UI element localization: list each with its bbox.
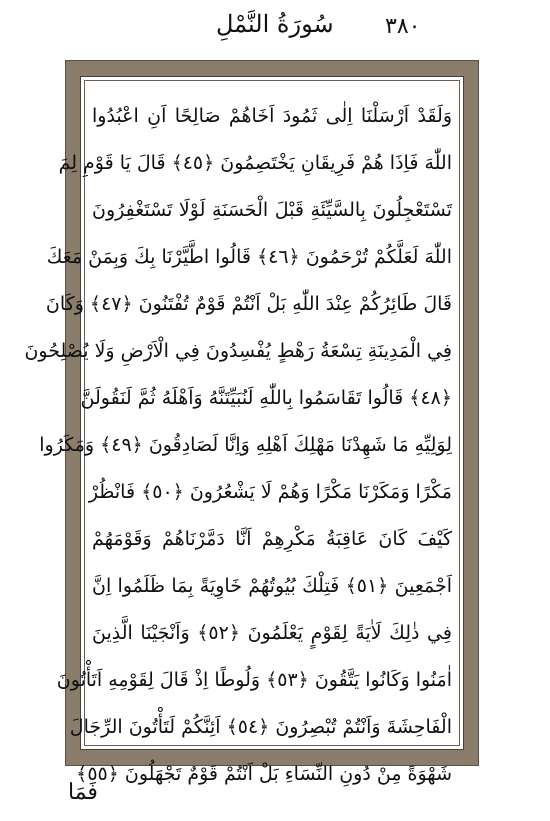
text-line-3: تَسْتَعْجِلُونَ بِالسَّيِّئَةِ قَبْلَ الْحَسَنَةِ لَوْلَا تَسْتَغْفِرُونَ bbox=[92, 199, 452, 221]
text-line-1: وَلَقَدْ اَرْسَلْنَا اِلٰى ثَمُودَ اَخَاهُمْ صَالِحًا اَنِ اعْبُدُوا bbox=[92, 105, 452, 127]
catchword: فَمَا bbox=[68, 780, 98, 805]
text-line-13: اٰمَنُوا وَكَانُوا يَتَّقُونَ ﴿٥٣﴾ وَلُوطًا اِذْ قَالَ لِقَوْمِهِ اَتَأْتُونَ bbox=[56, 669, 452, 691]
text-line-5: قَالَ طَائِرُكُمْ عِنْدَ اللّٰهِ بَلْ اَنْتُمْ قَوْمٌ تُفْتَنُونَ ﴿٤٧﴾ وَكَانَ bbox=[45, 293, 452, 315]
text-line-6: فِي الْمَدِينَةِ تِسْعَةُ رَهْطٍ يُفْسِدُونَ فِي الْاَرْضِ وَلَا يُصْلِحُونَ bbox=[24, 340, 452, 362]
text-line-12: فِي ذٰلِكَ لَاٰيَةً لِقَوْمٍ يَعْلَمُونَ ﴿٥٢﴾ وَاَنْجَيْنَا الَّذِينَ bbox=[92, 622, 452, 644]
text-line-11: اَجْمَعِينَ ﴿٥١﴾ فَتِلْكَ بُيُوتُهُمْ خَاوِيَةً بِمَا ظَلَمُوا اِنَّ bbox=[92, 575, 452, 597]
text-line-2: اللّٰهَ فَاِذَا هُمْ فَرِيقَانِ يَخْتَصِمُونَ ﴿٤٥﴾ قَالَ يَا قَوْمِ لِمَ bbox=[58, 152, 452, 174]
text-line-9: مَكْرًا وَمَكَرْنَا مَكْرًا وَهُمْ لَا يَشْعُرُونَ ﴿٥٠﴾ فَانْظُرْ bbox=[88, 481, 452, 503]
text-line-14: الْفَاحِشَةَ وَاَنْتُمْ تُبْصِرُونَ ﴿٥٤﴾ اَئِنَّكُمْ لَتَأْتُونَ الرِّجَالَ bbox=[69, 716, 452, 738]
text-line-8: لِوَلِيِّهِ مَا شَهِدْنَا مَهْلِكَ اَهْلِهِ وَاِنَّا لَصَادِقُونَ ﴿٤٩﴾ وَمَكَرُوا bbox=[39, 434, 452, 456]
page-header bbox=[0, 0, 550, 60]
page-number: ٣٨٠ bbox=[385, 14, 421, 39]
text-line-10: كَيْفَ كَانَ عَاقِبَةُ مَكْرِهِمْ اَنَّا دَمَّرْنَاهُمْ وَقَوْمَهُمْ bbox=[92, 528, 452, 550]
quran-text-block bbox=[24, 92, 452, 785]
text-line-7: ﴿٤٨﴾ قَالُوا تَقَاسَمُوا بِاللّٰهِ لَنُبَيِّتَنَّهُ وَاَهْلَهُ ثُمَّ لَنَقُولَنَّ bbox=[80, 387, 452, 409]
text-line-4: اللّٰهَ لَعَلَّكُمْ تُرْحَمُونَ ﴿٤٦﴾ قَالُوا اطَّيَّرْنَا بِكَ وَبِمَنْ مَعَكَ bbox=[46, 246, 452, 268]
text-line-15: شَهْوَةً مِنْ دُونِ النِّسَاءِ بَلْ اَنْتُمْ قَوْمٌ تَجْهَلُونَ ﴿٥٥﴾ bbox=[76, 763, 452, 785]
surah-title: سُورَةُ النَّمْلِ bbox=[216, 10, 334, 38]
